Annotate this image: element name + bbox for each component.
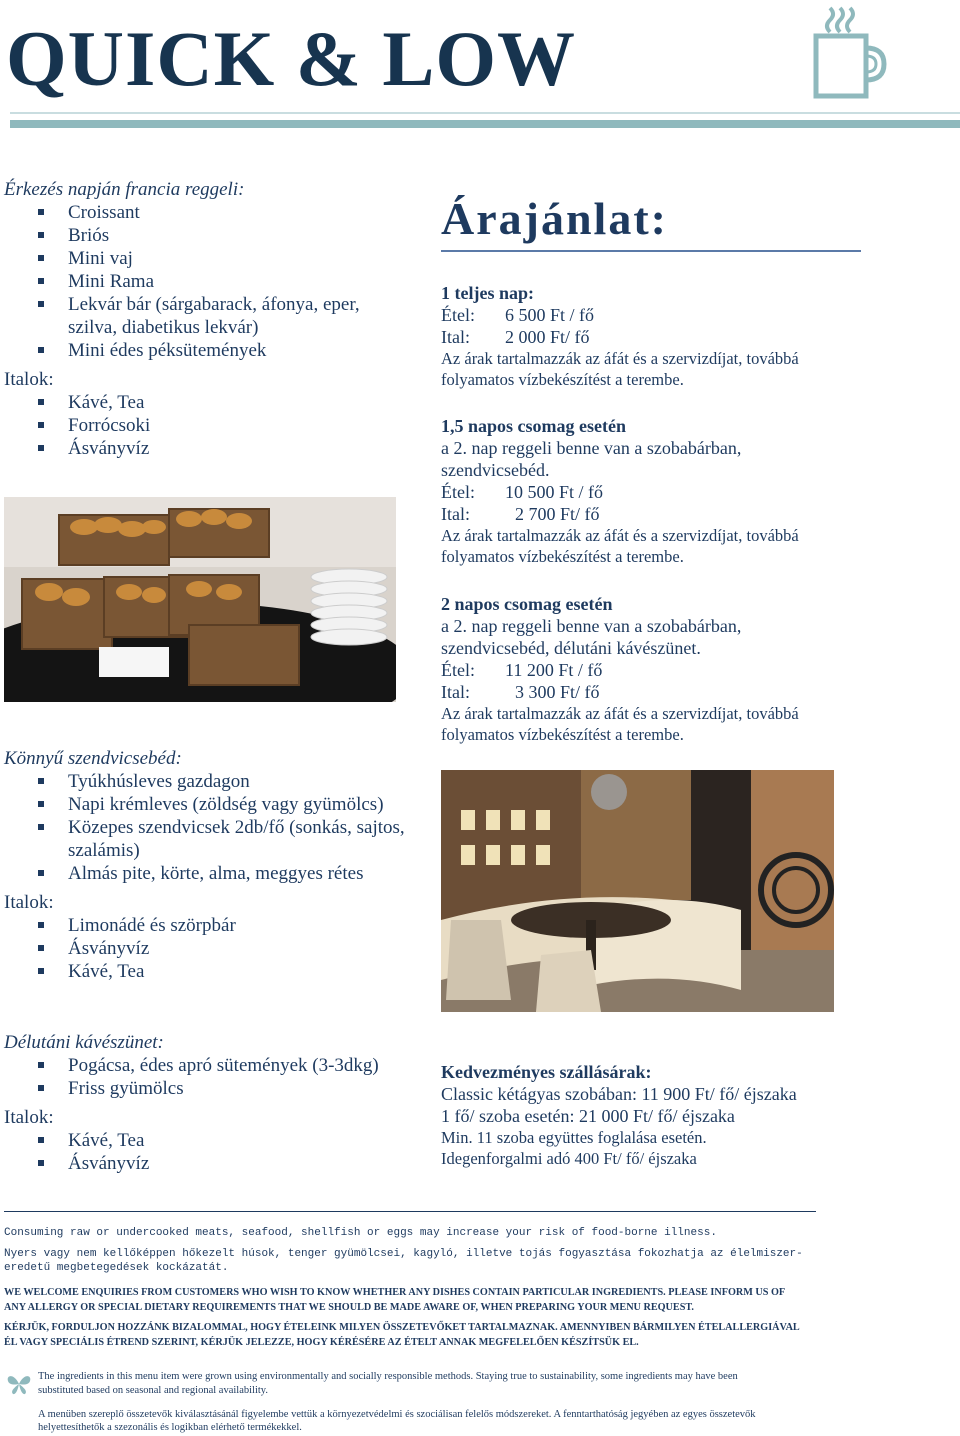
food-price-row: Étel: 10 500 Ft / fő (441, 482, 604, 502)
list-item: Friss gyümölcs (38, 1077, 424, 1100)
coffee-cup-icon (808, 4, 888, 100)
package-one-and-half-day (441, 415, 856, 567)
lunch-list (38, 770, 424, 885)
food-safety-warning-hu: Nyers vagy nem kellőképpen hőkezelt húsok, tenger gyümölcsei, kagyló, illetve tojás fogyasztása fokozhatja az élelmiszer- (4, 1248, 803, 1260)
list-item: Croissant (38, 201, 424, 224)
package-two-day (441, 593, 856, 745)
package-heading: 2 napos csomag esetén (441, 594, 613, 614)
package-intro: szendvicsebéd, délutáni kávészünet. (441, 638, 701, 658)
list-item: Mini vaj (38, 247, 424, 270)
list-item: Ásványvíz (38, 1152, 424, 1175)
list-item: Kávé, Tea (38, 960, 424, 983)
coffee-break-heading: Délutáni kávészünet: (4, 1032, 164, 1053)
coffee-break-list (38, 1054, 424, 1100)
price-note: Az árak tartalmazzák az áfát és a szervizdíjat, továbbá (441, 526, 799, 545)
sustainability-note-en: The ingredients in this menu item were grown using environmentally and socially responsible methods. Staying true to sustainability, some ingredients may have been (38, 1371, 738, 1382)
list-item-continued: szilva, diabetikus lekvár) (68, 317, 259, 338)
allergy-notice-en: WE WELCOME ENQUIRIES FROM CUSTOMERS WHO WISH TO KNOW WHETHER ANY DISHES CONTAIN PARTICULAR INGREDIENTS. PLEASE INFORM US OF (4, 1287, 786, 1298)
list-item: Napi krémleves (zöldség vagy gyümölcs) (38, 793, 424, 816)
coffee-break-drinks-list (38, 1129, 424, 1175)
price-note: Az árak tartalmazzák az áfát és a szervizdíjat, továbbá (441, 704, 799, 723)
list-item-continued: szalámis) (68, 840, 140, 861)
sustainability-note-en-cont: substituted based on seasonal and regional availability. (38, 1385, 268, 1396)
list-item: Mini édes péksütemények (38, 339, 424, 362)
price-note: folyamatos vízbekészítést a terembe. (441, 547, 684, 566)
lunch-heading: Könnyű szendvicsebéd: (4, 748, 182, 769)
list-item: Limonádé és szörpbár (38, 914, 424, 937)
package-heading: 1,5 napos csomag esetén (441, 416, 626, 436)
lunch-drinks-list (38, 914, 424, 983)
lunch-section (4, 747, 424, 983)
package-intro: a 2. nap reggeli benne van a szobabárban, (441, 438, 742, 458)
breakfast-heading: Érkezés napján francia reggeli: (4, 179, 245, 200)
lunch-drinks-label: Italok: (4, 892, 54, 913)
package-intro: szendvicsebéd. (441, 460, 550, 480)
room-rate-condition: Min. 11 szoba együttes foglalása esetén. (441, 1128, 707, 1147)
room-rates-section (441, 1061, 856, 1169)
list-item: Pogácsa, édes apró sütemények (3-3dkg) (38, 1054, 424, 1077)
allergy-notice-en-cont: ANY ALLERGY OR SPECIAL DIETARY REQUIREMENTS THAT WE SHOULD BE MADE AWARE OF, WHEN PREPARING YOUR MENU REQUEST. (4, 1302, 694, 1313)
food-price-row: Étel: 6 500 Ft / fő (441, 305, 595, 325)
list-item: Briós (38, 224, 424, 247)
offer-title: Árajánlat: (441, 193, 668, 244)
list-item: Ásványvíz (38, 937, 424, 960)
list-item: Lekvár bár (sárgabarack, áfonya, eper, (38, 293, 424, 316)
header-divider (10, 120, 960, 128)
price-note: Az árak tartalmazzák az áfát és a szervizdíjat, továbbá (441, 349, 799, 368)
list-item: Forrócsoki (38, 414, 424, 437)
drink-price-row: Ital: 2 000 Ft/ fő (441, 327, 590, 347)
coffee-break-drinks-label: Italok: (4, 1107, 54, 1128)
allergy-notice-hu: KÉRJÜK, FORDULJON HOZZÁNK BIZALOMMAL, HOGY ÉTELEINK MILYEN ÖSSZETEVŐKET TARTALMAZNAK. AMENNYIBEN BÁRMILYEN ÉTELALLERGIÁVAL (4, 1322, 800, 1333)
breakfast-section (4, 178, 424, 460)
pastry-buffet-photo (4, 497, 396, 702)
room-rates-heading: Kedvezményes szállásárak: (441, 1062, 652, 1082)
breakfast-drinks-label: Italok: (4, 369, 54, 390)
list-item: Mini Rama (38, 270, 424, 293)
price-note: folyamatos vízbekészítést a terembe. (441, 370, 684, 389)
offer-title-underline (441, 250, 861, 252)
breakfast-list (38, 201, 424, 362)
list-item: Kávé, Tea (38, 1129, 424, 1152)
food-safety-warning-hu-cont: eredetű megbetegedések kockázatát. (4, 1262, 229, 1274)
header-divider-thin (10, 112, 960, 114)
food-price-row: Étel: 11 200 Ft / fő (441, 660, 603, 680)
lounge-interior-photo (441, 770, 834, 1012)
food-safety-warning-en: Consuming raw or undercooked meats, seafood, shellfish or eggs may increase your risk of food-borne illness. (4, 1227, 717, 1239)
drink-price-row: Ital: 3 300 Ft/ fő (441, 682, 600, 702)
sustainability-note-hu-cont: helyettesíthetők a szezonális és logikban elérhető termékekkel. (38, 1422, 302, 1433)
package-full-day (441, 282, 856, 390)
allergy-notice-hu-cont: ÉL VAGY SPECIÁLIS ÉTREND SZERINT, KÉRJÜK JELEZZE, HOGY KÉRÉSÉRE AZ ÉTELT ANNAK MEGFELELŐEN KÉSZÍTSÜK EL. (4, 1337, 639, 1348)
coffee-break-section (4, 1031, 424, 1175)
butterfly-icon (6, 1373, 32, 1395)
list-item: Kávé, Tea (38, 391, 424, 414)
price-note: folyamatos vízbekészítést a terembe. (441, 725, 684, 744)
package-heading: 1 teljes nap: (441, 283, 534, 303)
room-rate-line: Classic kétágyas szobában: 11 900 Ft/ fő/ éjszaka (441, 1084, 797, 1104)
list-item: Tyúkhúsleves gazdagon (38, 770, 424, 793)
drink-price-row: Ital: 2 700 Ft/ fő (441, 504, 600, 524)
footer-divider (4, 1211, 816, 1212)
package-intro: a 2. nap reggeli benne van a szobabárban, (441, 616, 742, 636)
breakfast-drinks-list (38, 391, 424, 460)
list-item: Almás pite, körte, alma, meggyes rétes (38, 862, 424, 885)
room-rate-line: 1 fő/ szoba esetén: 21 000 Ft/ fő/ éjszaka (441, 1106, 735, 1126)
tourist-tax-line: Idegenforgalmi adó 400 Ft/ fő/ éjszaka (441, 1149, 697, 1168)
list-item: Ásványvíz (38, 437, 424, 460)
page-title: QUICK & LOW (6, 15, 577, 102)
sustainability-note-hu: A menüben szereplő összetevők kiválasztásánál figyelembe vettük a környezetvédelmi és szociálisan felelős módszereket. A fenntarthatóság jegyében az egyes összetevők (38, 1409, 756, 1420)
list-item: Közepes szendvicsek 2db/fő (sonkás, sajtos, (38, 816, 424, 839)
